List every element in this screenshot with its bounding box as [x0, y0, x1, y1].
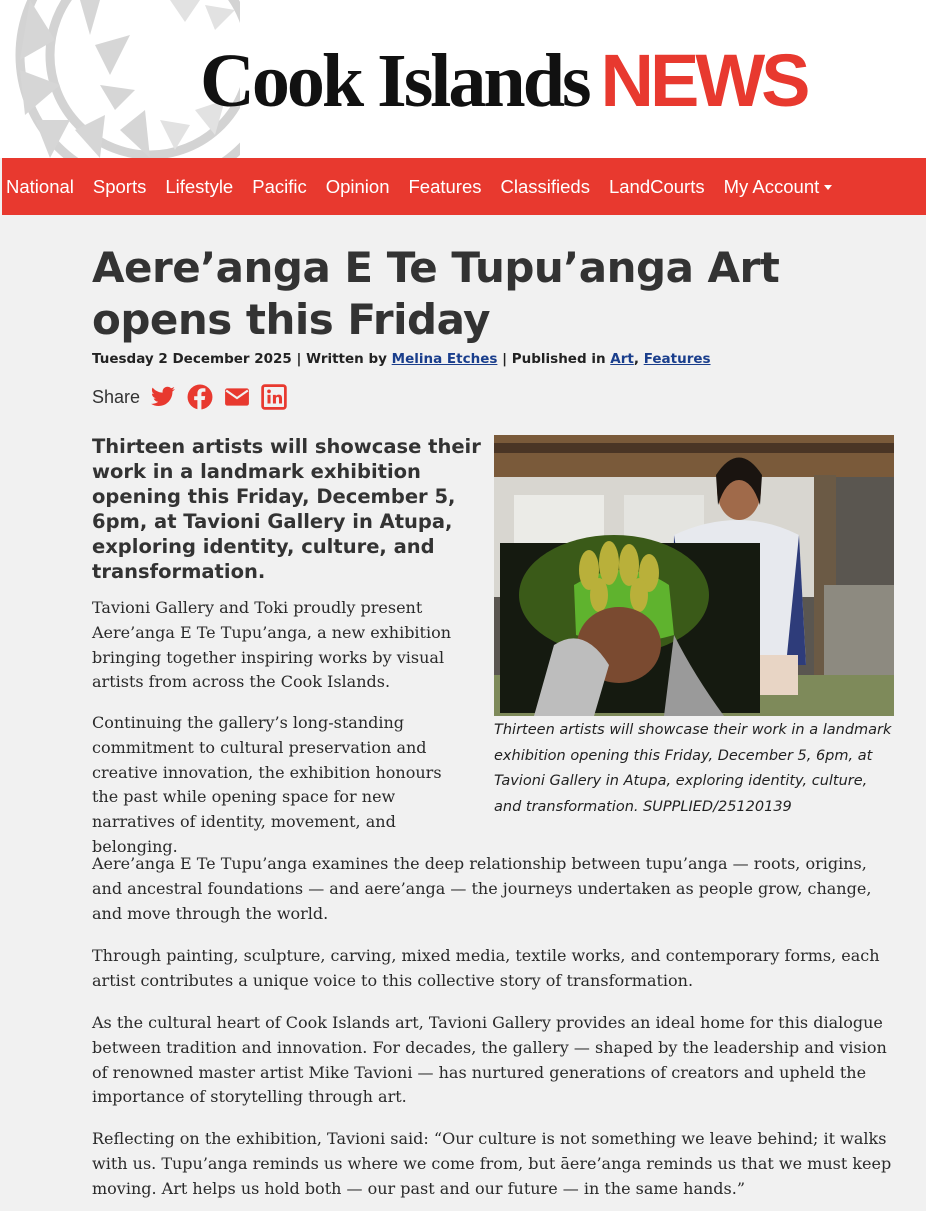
category-link-features[interactable]: Features: [643, 351, 711, 367]
category-separator: ,: [633, 351, 639, 367]
nav-item-pacific[interactable]: Pacific: [252, 175, 307, 197]
published-in-label: | Published in: [502, 351, 606, 367]
author-link[interactable]: Melina Etches: [391, 351, 498, 367]
article-photo[interactable]: [494, 435, 894, 716]
nav-item-sports[interactable]: Sports: [92, 175, 147, 197]
share-label: Share: [92, 386, 141, 407]
site-header: [0, 0, 926, 158]
logo-text-news: NEWS: [600, 39, 807, 122]
site-logo[interactable]: [200, 36, 807, 126]
article-paragraph-5: As the cultural heart of Cook Islands art, Tavioni Gallery provides an ideal home for this dialogue between tradition and innovation. For decades, the gallery — shaped by the leadership and vision of renowned master artist Mike Tavioni — has nurtured generations of creators and upheld the importance of storytelling through art.: [92, 1013, 887, 1107]
share-bar: [92, 383, 298, 411]
nav-item-opinion[interactable]: Opinion: [325, 175, 390, 197]
article-paragraph-6: Reflecting on the exhibition, Tavioni said: “Our culture is not something we leave behind; it walks with us. Tupu’anga reminds us where we come from, but āere’anga reminds us that we must keep moving. Art helps us hold both — our past and our future — in the same hands.”: [92, 1129, 892, 1198]
twitter-icon[interactable]: [150, 384, 176, 410]
nav-item-features[interactable]: Features: [408, 175, 482, 197]
nav-item-national[interactable]: National: [6, 175, 74, 197]
caret-down-icon: [824, 185, 832, 190]
article-date: Tuesday 2 December 2025: [92, 351, 292, 367]
photo-caption: Thirteen artists will showcase their work in a landmark exhibition opening this Friday, December 5, 6pm, at Tavioni Gallery in Atupa, exploring identity, culture, and transformation. SUPPLIED/25120139: [494, 722, 892, 815]
article-paragraph-2: Continuing the gallery’s long-standing commitment to cultural preservation and creative innovation, the exhibition honours the past while opening space for new narratives of identity, movement, and belonging.: [92, 713, 442, 856]
category-link-art[interactable]: Art: [610, 351, 634, 367]
email-icon[interactable]: [224, 384, 250, 410]
article-lede: Thirteen artists will showcase their work in a landmark exhibition opening this Friday, December 5, 6pm, at Tavioni Gallery in Atupa, exploring identity, culture, and transformation.: [92, 435, 481, 583]
photo-artist-with-painting: [494, 435, 894, 716]
written-by-label: | Written by: [296, 351, 387, 367]
article-paragraph-4: Through painting, sculpture, carving, mixed media, textile works, and contemporary forms, each artist contributes a unique voice to this collective story of transformation.: [92, 946, 880, 990]
nav-item-my-account[interactable]: [724, 176, 833, 198]
linkedin-icon[interactable]: [261, 384, 287, 410]
nav-item-landcourts[interactable]: LandCourts: [608, 175, 705, 197]
article-meta: [92, 351, 711, 367]
main-nav: [2, 158, 926, 215]
my-account-label: My Account: [723, 175, 820, 197]
article-title: Aere’anga E Te Tupu’anga Art opens this Friday: [92, 243, 780, 344]
nav-item-classifieds[interactable]: Classifieds: [500, 175, 590, 197]
article-paragraph-1: Tavioni Gallery and Toki proudly present Aere’anga E Te Tupu’anga, a new exhibition bringing together inspiring works by visual artists from across the Cook Islands.: [92, 598, 452, 692]
article-paragraph-3: Aere’anga E Te Tupu’anga examines the deep relationship between tupu’anga — roots, origins, and ancestral foundations — and aere’anga — the journeys undertaken as people grow, change, and move through the world.: [92, 854, 872, 923]
logo-text-cook-islands: Cook Islands: [200, 39, 589, 123]
nav-item-lifestyle[interactable]: Lifestyle: [165, 175, 234, 197]
facebook-icon[interactable]: [187, 384, 213, 410]
